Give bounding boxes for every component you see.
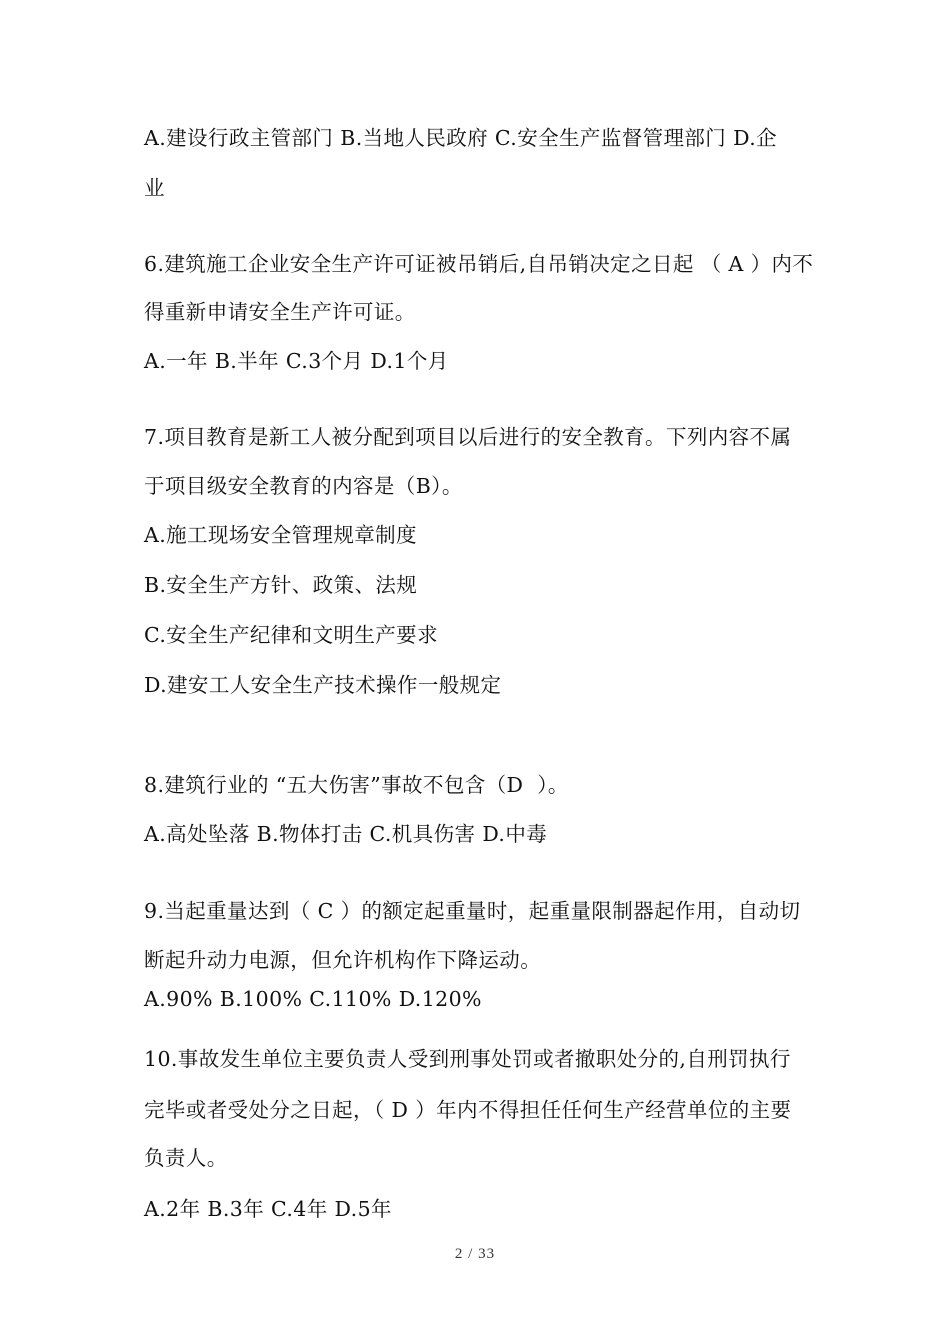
- q6-question-line-2: 得重新申请安全生产许可证。: [144, 300, 416, 324]
- q10-options: A.2年 B.3年 C.4年 D.5年: [144, 1197, 392, 1221]
- q10-question-line-3: 负责人。: [144, 1146, 228, 1170]
- q7-option-b: B.安全生产方针、政策、法规: [144, 573, 418, 597]
- q7-option-a: A.施工现场安全管理规章制度: [144, 523, 417, 547]
- q10-question-line-2: 完毕或者受处分之日起，（ D ）年内不得担任任何生产经营单位的主要: [144, 1098, 792, 1122]
- q5-options-line-2: 业: [144, 176, 165, 200]
- q7-option-d: D.建安工人安全生产技术操作一般规定: [144, 673, 502, 697]
- q9-options: A.90% B.100% C.110% D.120%: [144, 987, 482, 1011]
- q9-question-line-1: 9.当起重量达到（ C ）的额定起重量时，起重量限制器起作用，自动切: [144, 899, 801, 923]
- q7-question-line-2: 于项目级安全教育的内容是（B）。: [144, 474, 463, 498]
- q6-question-line-1: 6.建筑施工企业安全生产许可证被吊销后,自吊销决定之日起 （ A ）内不: [144, 252, 814, 276]
- q7-question-line-1: 7.项目教育是新工人被分配到项目以后进行的安全教育。下列内容不属: [144, 425, 792, 449]
- q7-option-c: C.安全生产纪律和文明生产要求: [144, 623, 438, 647]
- q6-options: A.一年 B.半年 C.3个月 D.1个月: [144, 349, 449, 373]
- q10-question-line-1: 10.事故发生单位主要负责人受到刑事处罚或者撤职处分的,自刑罚执行: [144, 1047, 791, 1071]
- q8-options: A.高处坠落 B.物体打击 C.机具伤害 D.中毒: [144, 822, 548, 846]
- q5-options-line-1: A.建设行政主管部门 B.当地人民政府 C.安全生产监督管理部门 D.企: [144, 126, 778, 150]
- q8-question: 8.建筑行业的 “五大伤害”事故不包含（D ）。: [144, 773, 569, 797]
- q9-question-line-2: 断起升动力电源，但允许机构作下降运动。: [144, 948, 542, 972]
- page-indicator: 2 / 33: [454, 1246, 496, 1262]
